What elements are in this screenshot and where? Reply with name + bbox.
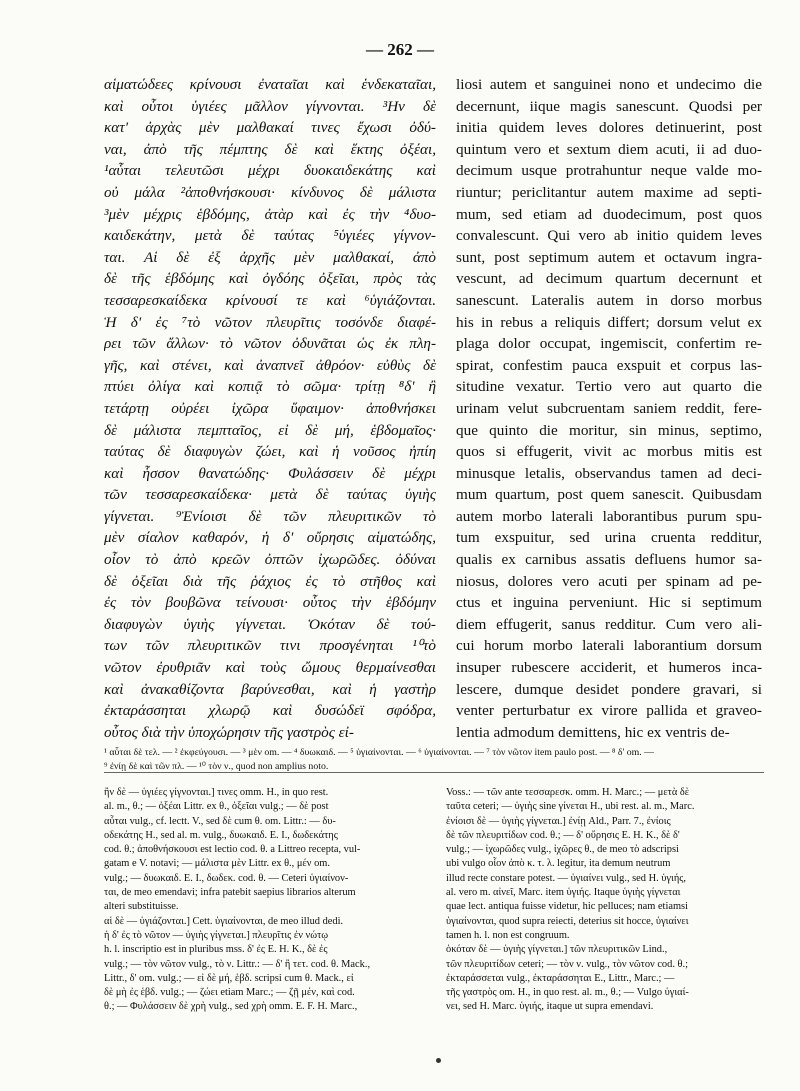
apparatus-line: αἱ δὲ — ὑγιάζονται.] Cett. ὑγιαίνονται, de meo illud dedi. [104,915,344,927]
latin-line: sunt, post septimum autem et octavum ingra- [456,248,762,266]
footnotes [104,746,764,774]
latin-line: cui horum morbo laterali laborantium dorsum [456,637,762,655]
greek-line: ρει τῶν ἄλλων· τὸ νῶτον ὀδυνᾶται ὡς ἐκ πλη- [104,335,436,353]
apparatus-line: δὲ τῶν πλευριτίδων cod. θ.; — δ' οὔρησις E. H. K., δὲ δ' [446,829,680,841]
greek-line: ἐκταράσσηται χλωρῷ καὶ δυσώδεϊ σφόδρα, [104,702,436,720]
greek-line: καὶ οὗτοι ὑγιέες μᾶλλον γίγνονται. ³Ην δὲ [104,97,436,115]
apparatus-line: al. vero m. αἰνεῖ, Marc. item ὑγιής. Itaque ὑγιὴς γίγνεται [446,887,681,899]
apparatus-line: ὁκόταν δὲ — ὑγιὴς γίγνεται.] τῶν πλευριτικῶν Lind., [446,944,668,956]
greek-line: ¹αὗται τελευτῶσι μέχρι δυοκαιδεκάτης καὶ [104,162,436,180]
latin-line: quos si effugerit, vivit ac morbus mitis est [456,443,762,461]
apparatus-line: δὲ μὴ ἐς ἑβδ. vulg.; — ζώει etiam Marc.; — ζῇ μέν, καὶ cod. [104,987,355,999]
apparatus-line: h. l. inscriptio est in pluribus mss. δ' ἐς E. H. K., δὲ ἐς [104,944,328,956]
greek-line: μὲν σίαλον καθαρόν, ἡ δ' οὔρησις αἱματώδης, [104,529,436,547]
latin-line: tum exspuitur, sed urina cruenta redditur, [456,529,762,547]
apparatus-line: τῆς γαστρὸς om. H., in quo rest. al. m., θ.; — Vulgo ὑγιαί- [446,987,689,999]
greek-line: ναι, ἀπὸ τῆς πέμπτης δὲ καὶ ἕκτης ὀξέαι, [104,140,436,158]
latin-line: quintum vero et sextum diem acuti, ii ad duo- [456,140,762,158]
latin-line: decernunt, iique magis sanescunt. Quodsi per [456,97,762,115]
greek-line: ³μὲν μέχρις ἑβδόμης, ἀτὰρ καὶ ἐς τὴν ⁴δυο- [104,205,436,223]
footnote-line: ⁹ ἐνίῃ δὲ καὶ τῶν πλ. — ¹⁰ τὸν ν., quod non amplius noto. [104,761,329,772]
apparatus-line: οδεκάτης H., sed al. m. vulg., δυωκαιδ. E. I., δωδεκάτης [104,829,338,841]
greek-line: ταύτας δὲ διαφυγὼν ζώει, καὶ ἡ νοῦσος ἠπίη [104,443,436,461]
latin-line: mum quartum, post quem sanescit. Quibusdam [456,486,762,504]
latin-line: sanescunt. Lateralis autem in dorso morbus [456,291,762,309]
apparatus-line: ubi vulgo οἷον ἀπὸ κ. τ. λ. legitur, ita demum neutrum [446,858,671,870]
greek-line: πτύει ὀλίγα καὶ κοπιᾷ τὸ σῶμα· τρίτῃ ⁸δ' ἢ [104,378,436,396]
apparatus-line: θ.; — Φυλάσσειν δὲ χρὴ vulg., sed χρὴ omm. E. F. H. Marc., [104,1001,358,1013]
greek-line: οὐ μάλα ²ἀποθνήσκουσι· κίνδυνος δὲ μάλιστα [104,183,436,201]
latin-line: spirat, confestim pauca exspuit et corpus las- [456,356,762,374]
latin-line: diem effugerit, sanus redditur. Cum vero ali- [456,615,762,633]
apparatus-line: alteri substituisse. [104,901,179,913]
greek-line: δὲ ὀξεῖαι διὰ τῆς ῥάχιος ἐς τὸ στῆθος καὶ [104,572,436,590]
greek-line: δὲ μάλιστα πεμπταῖος, εἰ δὲ μή, ἑβδομαῖος· [104,421,436,439]
greek-line: δὲ τῆς ἑβδόμης καὶ ὀγδόης ὀξεῖαι, πρὸς τὰς [104,270,436,288]
divider-rule [104,772,764,773]
latin-line: convalescunt. Qui vero ab initio quidem leves [456,227,762,245]
greek-line: ται. Αἱ δὲ ἐξ ἀρχῆς μὲν μαλθακαί, ἀπὸ [104,248,436,266]
greek-line: τετάρτῃ οὐρέει ἰχῶρα ὕφαιμον· ἀποθνήσκει [104,399,436,417]
greek-line: νῶτον ἐρυθριᾶν καὶ τοὺς ὤμους θερμαίνεσθαι [104,659,436,677]
apparatus-line: ὑγιαίνονται, quod supra reiecti, deterius sit hocce, ὑγιαίνει [446,915,689,927]
greek-line: καὶ ἧσσον θανατώδης· Φυλάσσειν δὲ μέχρι [104,464,436,482]
apparatus-line: νει, sed H. Marc. ὑγιής, itaque ut supra emendavi. [446,1001,654,1013]
page-number: — 262 — [366,40,434,59]
critical-apparatus-left [104,786,434,1015]
apparatus-line: ἐκταράσσεται vulg., ἐκταράσσηται E., Littr., Marc.; — [446,972,675,984]
latin-line: lentia admodum demittens, hic ex ventris de- [456,723,730,741]
latin-line: qualis ex carnibus assatis defluens humor sa- [456,551,762,569]
latin-line: riuntur; periclitantur autem maxime ad septi- [456,183,762,201]
latin-line: initia quidem leves dolores detinuerint, post [456,119,762,137]
latin-line: venter perturbatur ex virore pallida et graveo- [456,702,762,720]
greek-line: οὗτος διὰ τὴν ὑποχώρησιν τῆς γαστρὸς εἰ- [104,723,354,741]
greek-line: κατ' ἀρχὰς μὲν μαλθακαί τινες ἔχωσι ὀδύ- [104,119,436,137]
apparatus-line: ἢν δὲ — ὑγιέες γίγνονται.] τινες omm. H., in quo rest. [104,787,329,798]
latin-line: his in rebus a reliquis differt; dorsum velut ex [456,313,762,331]
latin-line: liosi autem et sanguinei nono et undecimo die [456,76,762,93]
greek-line: Ἡ δ' ἐς ⁷τὸ νῶτον πλευρῖτις τοσόνδε διαφέ- [104,313,436,331]
latin-line: decimum usque protrahuntur neque valde mo- [456,162,762,180]
greek-line: των τῶν πλευριτικῶν τινι προσγένηται ¹⁰τὸ [104,637,436,655]
latin-line: lescere, dumque desidet pondere gravari, si [456,680,762,698]
greek-line: ἐς τὸν βουβῶνα τείνουσι· οὗτος τὴν ἑβδόμην [104,594,436,612]
apparatus-line: ταῦτα ceteri; — ὑγιὴς sine γίνεται H., ubi rest. al. m., Marc. [446,801,695,813]
greek-text-column [104,74,436,743]
apparatus-line: gatam e V. notavi; — μάλιστα μὲν Littr. ex θ., μέν om. [104,858,330,870]
greek-line: γῆς, καὶ στένει, καὶ ἀναπνεῖ ἀθρόον· εὐθὺς δὲ [104,356,436,374]
latin-line: vescunt, ad decimum quartum decernunt et [456,270,762,288]
apparatus-line: cod. θ.; ἀποθνήσκουσι est lectio cod. θ. a Littreo recepta, vul- [104,844,361,856]
latin-line: insuper rubescere acciderit, et humeros inca- [456,659,762,677]
latin-line: autem morbo laterali laborantibus purum spu- [456,507,762,525]
apparatus-line: ἡ δ' ἐς τὸ νῶτον — ὑγιὴς γίγνεται.] πλευρῖτις ἐν νώτῳ [104,929,329,941]
greek-line: καὶ ἀνακαθίζοντα βαρύνεσθαι, καὶ ἡ γαστὴρ [104,680,436,698]
apparatus-line: vulg.; — τὸν νῶτον vulg., τὸ ν. Littr.: — δ' ἢ τετ. cod. θ. Mack., [104,958,371,970]
apparatus-line: illud recte constare potest. — ὑγιαίνει vulg., sed H. ὑγιής, [446,872,686,884]
apparatus-line: vulg.; — ἰχωρῶδες vulg., ἰχῶρες θ., de meo τὸ adscripsi [446,844,679,856]
footnote-line: ¹ αὗται δὲ τελ. — ² ἐκφεύγουσι. — ³ μὲν om. — ⁴ δυωκαιδ. — ⁵ ὑγιαίνονται. — ⁶ ὑγιαίνονται. — ⁷ τὸν νῶτον item paulo post. — ⁸ δ' om. — [104,747,654,758]
latin-line: niosus, dolores vero acuti per spinam ad pe- [456,572,762,590]
apparatus-line: Voss.: — τῶν ante τεσσαρεσκ. omm. H. Marc.; — μετὰ δὲ [446,787,690,798]
apparatus-line: tamen h. l. non est congruum. [446,929,570,941]
latin-line: plaga dolor occupat, ingemiscit, confertim re- [456,335,762,353]
apparatus-line: ται, de meo emendavi; infra patebit saepius librarios alterum [104,887,356,899]
greek-line: τεσσαρεσκαίδεκα κρίνουσί τε καὶ ⁶ὑγιάζονται. [104,291,436,309]
critical-apparatus-right [446,786,766,1015]
latin-text-column [456,74,762,743]
latin-line: situdine vexatur. Tertio vero aut quarto die [456,378,762,396]
greek-line: οἷον τὸ ἀπὸ κρεῶν ὀπτῶν ἰχωρῶδες. ὀδύναι [104,551,436,569]
latin-line: ctus et inguina perveniunt. Hic si septimum [456,594,762,612]
greek-line: γίγνεται. ⁹Ἐνίοισι δὲ τῶν πλευριτικῶν τὸ [104,507,436,525]
greek-line: τῶν τεσσαρεσκαίδεκα· μετὰ δὲ ταύτας ὑγιὴς [104,486,436,504]
apparatus-line: Littr., δ' om. vulg.; — εἰ δὲ μή, ἑβδ. scripsi cum θ. Mack., εἰ [104,972,354,984]
apparatus-line: αὗται vulg., cf. lectt. V., sed δὲ cum θ. om. Littr.: — δυ- [104,815,336,827]
apparatus-line: quae lect. antiqua fuisse videtur, hic pelluces; nam etiamsi [446,901,688,913]
greek-line: αἱματώδεες κρίνουσι ἐναταῖαι καὶ ἑνδεκαταῖαι, [104,76,436,93]
page-mark [436,1058,441,1063]
apparatus-line: τῶν πλευριτίδων ceteri; — τὸν ν. vulg., τὸν νῶτον cod. θ.; [446,958,688,970]
apparatus-line: al. m., θ.; — ὀξέαι Littr. ex θ., ὀξεῖαι vulg.; — δὲ post [104,801,329,813]
greek-line: καιδεκάτην, μετὰ δὲ ταύτας ⁵ὑγιέες γίγνον- [104,227,436,245]
latin-line: minusque letalis, observandus tamen ad deci- [456,464,762,482]
latin-line: urinam velut subcruentam saniem reddit, fere- [456,399,762,417]
apparatus-line: ἐνίοισι δὲ — ὑγιὴς γίγνεται.] ἐνίῃ Ald., Parr. 7., ἐνίοις [446,815,671,827]
latin-line: mum, sed etiam ad duodecimum, post quos [456,205,762,223]
greek-line: διαφυγὼν ὑγιὴς γίγνεται. Ὁκόταν δὲ τού- [104,615,436,633]
apparatus-line: vulg.; — δυωκαιδ. E. I., δωδεκ. cod. θ. — Ceteri ὑγιαίνον- [104,872,349,884]
latin-line: que quinto die moritur, sin minus, septimo, [456,421,762,439]
